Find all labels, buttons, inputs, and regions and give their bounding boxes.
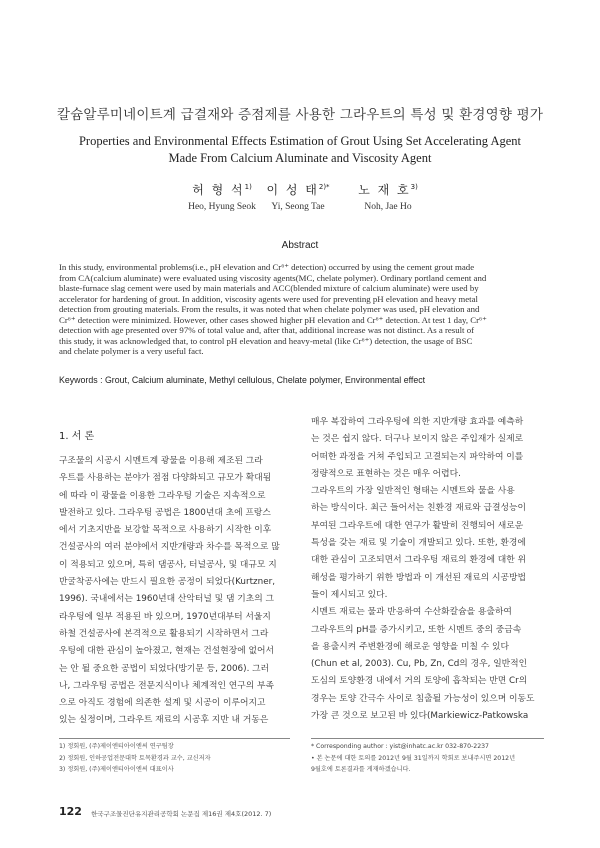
title-english <box>40 133 560 167</box>
body-line: 그라우트의 pH를 증가시키고, 또한 시멘트 중의 중금속 <box>311 624 522 635</box>
left-column-body <box>59 453 290 730</box>
footnote-discussion: • 본 논문에 대한 토의를 2012년 9월 31일까지 학회로 보내주시면 2012년 <box>311 754 516 762</box>
body-line: 나, 그라우팅 공법은 전문지식이나 체계적인 연구의 부족 <box>59 680 275 691</box>
author-3-name-en: Noh, Jae Ho <box>364 202 412 212</box>
body-line: 1996). 국내에서는 1960년대 산악터널 및 댐 기초의 그 <box>59 594 275 605</box>
keywords <box>59 375 549 385</box>
author-2-name-ko: 이 성 태 <box>266 183 319 197</box>
body-line: 을 용출시켜 주변환경에 해로운 영향을 미칠 수 있다 <box>311 641 510 652</box>
body-line: 이 적용되고 있으며, 특히 댐공사, 터널공사, 및 대규모 지 <box>59 559 277 570</box>
author-1-affil-mark: 1) <box>244 183 252 191</box>
abstract-line: Cr⁶⁺ detection were minimized. However, other cases showed higher pH elevation and Cr⁶⁺ detection. At test 1 day, Cr⁶⁺ <box>59 314 487 325</box>
body-line: 매우 복잡하여 그라우팅에 의한 지반개량 효과를 예측하 <box>311 417 524 427</box>
footnote-affiliation-3: 3) 정회원, (주)제이엔티아이엔씨 대표이사 <box>59 766 174 773</box>
author-1-name-ko: 허 형 석 <box>192 183 245 197</box>
body-line: 우트를 사용하는 분야가 점점 다양화되고 규모가 확대됨 <box>59 473 272 484</box>
body-line: 부여된 그라우트에 대한 연구가 활발히 진행되어 새로운 <box>311 520 524 531</box>
abstract-heading: Abstract <box>281 240 319 251</box>
footnote-affiliation-2: 2) 정회원, 인하공업전문대학 토목환경과 교수, 교신저자 <box>59 754 211 762</box>
body-line: 대한 관심이 고조되면서 그라우팅 재료의 환경에 대한 위 <box>311 555 527 566</box>
body-line: 하는 방식이다. 최근 들어서는 친환경 재료와 급결성능이 <box>311 503 527 514</box>
body-line: 건설공사의 여러 분야에서 지반개량과 차수를 목적으로 많 <box>59 542 280 553</box>
keywords-label: Keywords : <box>59 375 103 385</box>
body-line: 시멘트 재료는 물과 반응하여 수산화칼슘을 용출하여 <box>311 607 512 618</box>
body-line: 으로 아직도 경험에 의존한 설계 및 시공이 이루어지고 <box>59 698 266 709</box>
body-line: 경우는 토양 간극수 사이로 침출될 가능성이 있으며 이동도 <box>311 693 535 704</box>
body-line: 들이 제시되고 있다. <box>311 589 388 600</box>
abstract-line: and chelate polymer is a very useful fact. <box>59 346 204 356</box>
footnote-affiliation-1: 1) 정회원, (주)제이엔티아이엔씨 연구팀장 <box>59 743 174 750</box>
body-line: 있는 실정이며, 그라우트 재료의 시공후 지반 내 거동은 <box>59 715 269 726</box>
body-line: 가장 큰 것으로 보고된 바 있다(Markiewicz-Patkowska <box>311 711 529 722</box>
abstract-line: detection with age presented over 97% of total value and, after that, additional increase was not distinct. As a result of <box>59 325 475 335</box>
title-english-line-1: Properties and Environmental Effects Estimation of Grout Using Set Accelerating Agent <box>78 134 522 148</box>
title-korean: 칼슘알루미네이트계 급결재와 증점제를 사용한 그라우트의 특성 및 환경영향 평가 <box>56 107 544 123</box>
author-1-name-en: Heo, Hyung Seok <box>188 202 256 212</box>
page-number: 122 <box>59 805 82 818</box>
body-line: 특성을 갖는 재료 및 기술이 개발되고 있다. 또한, 환경에 <box>311 538 526 549</box>
abstract-line: In this study, environmental problems(i.e., pH elevation and Cr⁶⁺ detection) occurred by using the cement grout made <box>59 262 475 272</box>
body-line: 반굴착공사에는 반드시 필요한 공정이 되었다(Kurtzner, <box>59 577 276 588</box>
body-line: (Chun et al, 2003). Cu, Pb, Zn, Cd의 경우, 일반적인 <box>311 659 528 670</box>
footnote-divider-right <box>311 738 544 739</box>
abstract-line: from CA(calcium aluminate) were evaluated using viscosity agents(MC, chelate polymer). Ordinary portland cement and <box>59 272 487 283</box>
body-line: 에 따라 이 광물을 이용한 그라우팅 기술은 지속적으로 <box>59 490 266 501</box>
right-column-body <box>311 414 544 725</box>
body-line: 하철 건설공사에 본격적으로 활용되기 시작하면서 그라 <box>59 628 269 639</box>
author-3-name-ko: 노 재 호 <box>358 183 411 197</box>
body-line: 에서 기초지반을 보강할 목적으로 사용하기 시작한 이후 <box>59 525 272 536</box>
body-line: 라우팅에 일부 적용된 바 있으며, 1970년대부터 서울지 <box>59 611 271 622</box>
title-english-line-2: Made From Calcium Aluminate and Viscosity Agent <box>168 151 432 165</box>
abstract-line: blaste-furnace slag cement were used by main materials and ACC(blended mixture of calcium aluminate) were used by <box>59 283 479 293</box>
author-3-affil-mark: 3) <box>410 183 418 191</box>
author-3 <box>318 181 458 212</box>
section-heading-introduction: 1. 서 론 <box>59 431 95 442</box>
body-line: 해성을 평가하기 위한 방법과 이 개선된 재료의 시공방법 <box>311 572 527 583</box>
body-line: 그라우트의 가장 일반적인 형태는 시멘트와 물을 사용 <box>311 486 515 497</box>
author-2-affil-mark: 2)* <box>318 183 330 191</box>
abstract-line: accelerator for hardening of grout. In addition, viscosity agents were used for preventing pH elevation and heavy metal <box>59 293 478 304</box>
body-line: 우팅에 대한 관심이 높아졌고, 현재는 건설현장에 없어서 <box>59 646 275 657</box>
body-line: 는 안 될 중요한 공법이 되었다(방기문 등, 2006). 그러 <box>59 663 270 674</box>
body-line: 는 것은 쉽지 않다. 더구나 보이지 않은 주입재가 실제로 <box>311 434 524 445</box>
footnote-divider-left <box>59 738 290 739</box>
footnote-corresponding: * Corresponding author : yist@inhatc.ac.kr 032-870-2237 <box>311 743 489 750</box>
keywords-text: Grout, Calcium aluminate, Methyl cellulous, Chelate polymer, Environmental effect <box>104 375 426 385</box>
footnotes-right <box>311 741 515 776</box>
abstract-line: this study, it was acknowledged that, to control pH elevation and heavy-metal (like Cr⁶⁺) detection, the usage of BSC <box>59 335 473 346</box>
body-line: 발전하고 있다. 그라우팅 공법은 1800년대 초에 프랑스 <box>59 507 271 518</box>
body-line: 정량적으로 표현하는 것은 매우 어렵다. <box>311 468 461 479</box>
abstract-line: detection from grouting materials. From the results, it was noted that when chelate polymer was used, pH elevation and <box>59 304 480 314</box>
author-2-name-en: Yi, Seong Tae <box>271 202 325 212</box>
body-line: 구조물의 시공시 시멘트계 광물을 이용해 제조된 그라 <box>59 456 263 466</box>
body-line: 어떠한 과정을 거쳐 주입되고 고결되는지 파악하여 이를 <box>311 451 524 462</box>
body-line: 도심의 토양환경 내에서 거의 토양에 흡착되는 반면 Cr의 <box>311 676 528 687</box>
abstract-body <box>59 262 542 357</box>
footnote-discussion-cont: 9월호에 토론결과를 게재하겠습니다. <box>311 766 411 773</box>
journal-citation: 한국구조물진단유지관리공학회 논문집 제16권 제4호(2012. 7) <box>91 810 272 818</box>
footnotes-left <box>59 741 211 776</box>
